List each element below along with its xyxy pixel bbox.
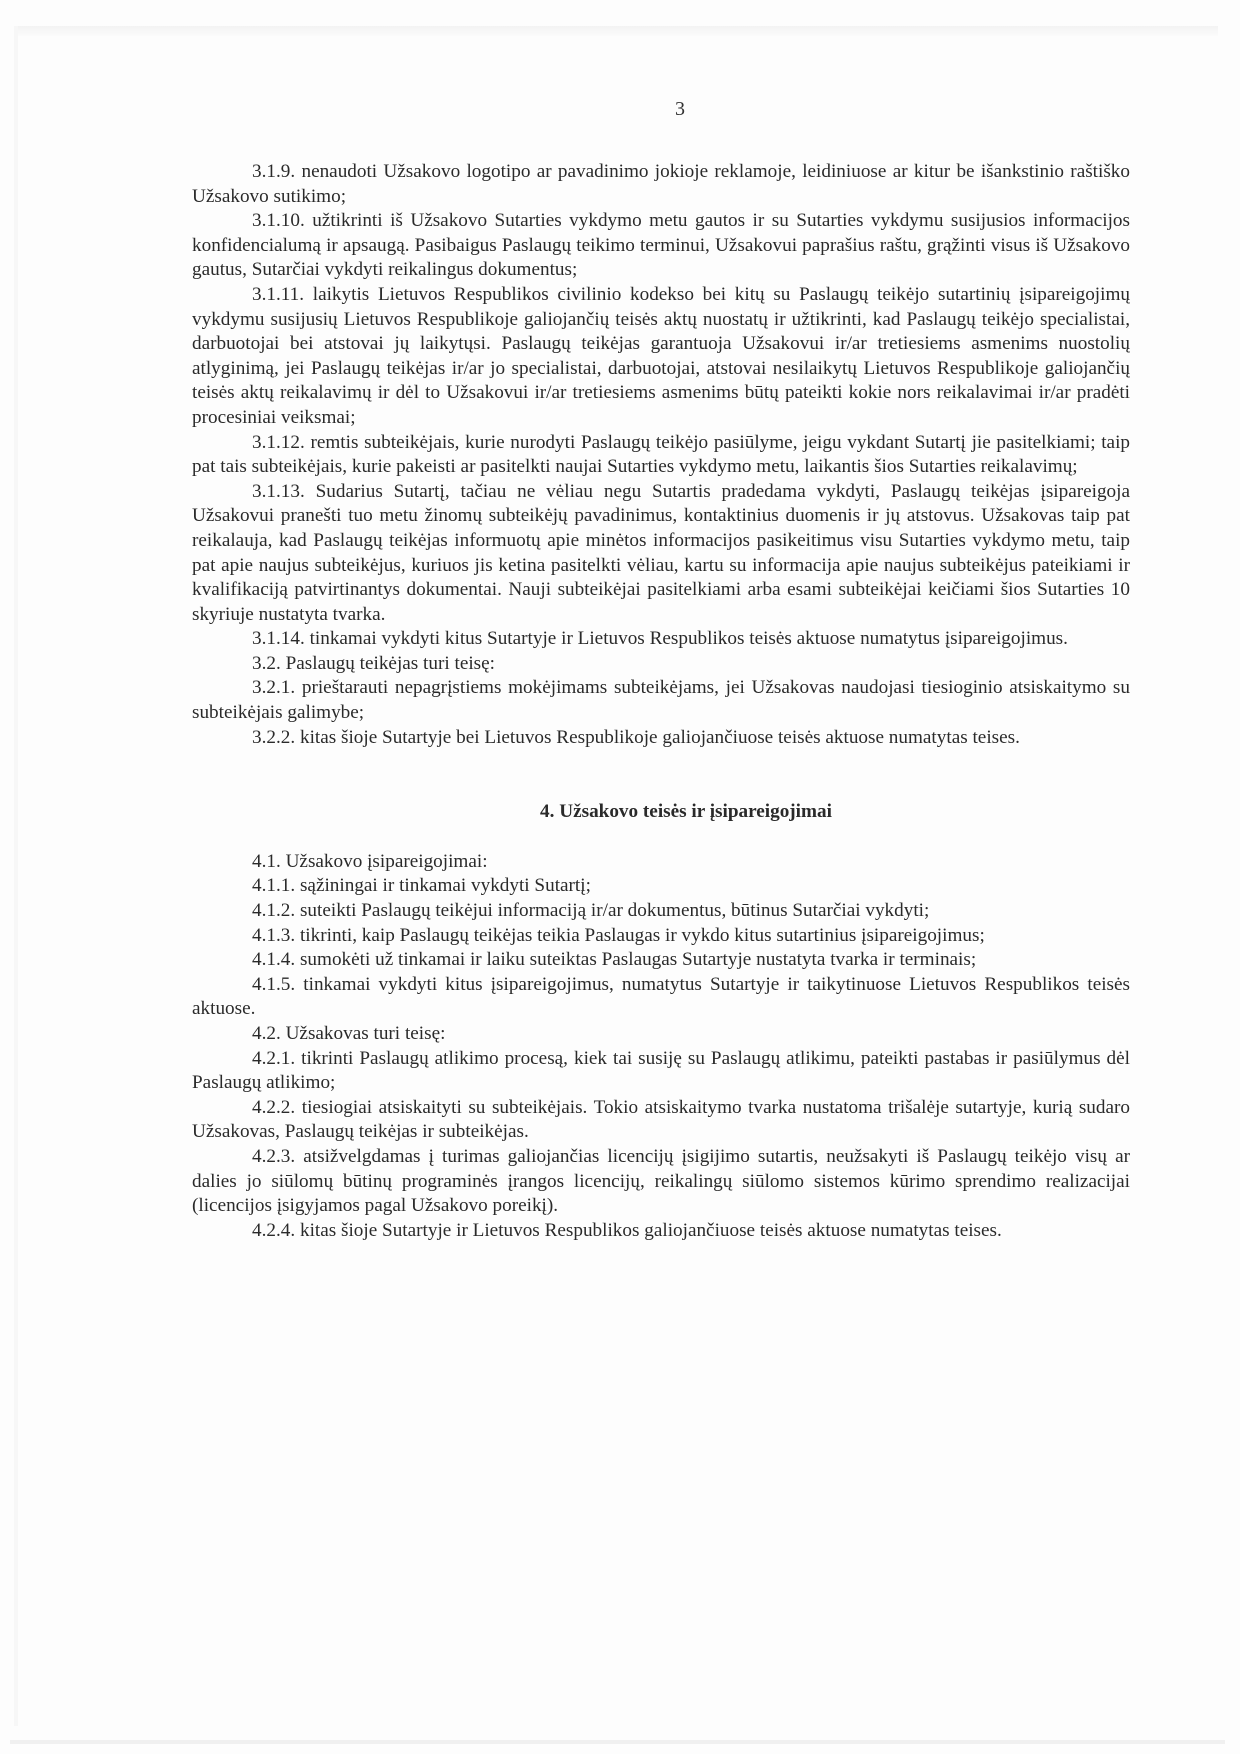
clause-3-1-12: 3.1.12. remtis subteikėjais, kurie nurodyti Paslaugų teikėjo pasiūlyme, jeigu vykdant Sutartį jie pasitelkiami; taip pat tais subteikėjais, kurie pakeisti ar pasitelkti naujai Sutarties vykdymo metu, laikantis šios Sutarties reikalavimų; [192,431,1130,478]
clause-3-2: 3.2. Paslaugų teikėjas turi teisę: [252,652,495,674]
clause-4-1-5: 4.1.5. tinkamai vykdyti kitus įsipareigojimus, numatytus Sutartyje ir taikytinuose Lietuvos Respublikos teisės aktuose. [192,973,1130,1020]
clause-3-2-1: 3.2.1. prieštarauti nepagrįstiems mokėjimams subteikėjams, jei Užsakovas naudojasi tiesioginio atsiskaitymo su subteikėjais galimybe; [192,677,1130,724]
section-4-heading: 4. Užsakovo teisės ir įsipareigojimai [540,801,832,823]
clause-4-1-4: 4.1.4. sumokėti už tinkamai ir laiku suteiktas Paslaugas Sutartyje nustatyta tvarka ir terminais; [252,949,977,971]
clause-3-1-9: 3.1.9. nenaudoti Užsakovo logotipo ar pavadinimo jokioje reklamoje, leidiniuose ar kitur be išankstinio raštiško Užsakovo sutikimo; [192,161,1130,207]
clause-4-2-3: 4.2.3. atsižvelgdamas į turimas galiojančias licencijų įsigijimo sutartis, neužsakyti iš Paslaugų teikėjo visų ar dalies jo siūlomų būtinų programinės įrangos licencijų, reikalingų siūlomo sistemos kūrimo sprendimo realizacijai (licencijos įsigyjamos pagal Užsakovo poreikį). [192,1145,1130,1217]
clause-4-2-4: 4.2.4. kitas šioje Sutartyje ir Lietuvos Respublikos galiojančiuose teisės aktuose numatytas teises. [252,1219,1002,1241]
clause-4-2: 4.2. Užsakovas turi teisę: [252,1023,446,1044]
clause-3-1-10: 3.1.10. užtikrinti iš Užsakovo Sutarties vykdymo metu gautos ir su Sutarties vykdymu susijusios informacijos konfidencialumą ir apsaugą. Pasibaigus Paslaugų teikimo terminui, Užsakovui paprašius raštu, grąžinti visus iš Užsakovo gautus, Sutarčiai vykdyti reikalingus dokumentus; [192,210,1130,281]
clause-4-2-1: 4.2.1. tikrinti Paslaugų atlikimo procesą, kiek tai susiję su Paslaugų atlikimu, pateikti pastabas ir pasiūlymus dėl Paslaugų atlikimo; [192,1047,1130,1094]
clause-4-1-1: 4.1.1. sąžiningai ir tinkamai vykdyti Sutartį; [252,875,591,897]
clause-4-1-2: 4.1.2. suteikti Paslaugų teikėjui informaciją ir/ar dokumentus, būtinus Sutarčiai vykdyti; [252,900,930,922]
clause-3-1-13: 3.1.13. Sudarius Sutartį, tačiau ne vėliau negu Sutartis pradedama vykdyti, Paslaugų teikėjas įsipareigoja Užsakovui pranešti tuo metu žinomų subteikėjų pavadinimus, kontaktinius duomenis ir jų atstovus. Užsakovas taip pat reikalauja, kad Paslaugų teikėjas informuotų apie minėtos informacijos pasikeitimus visu Sutarties vykdymo metu, taip pat apie naujus subteikėjus, kuriuos jis ketina pasitelkti vėliau, kartu su informacija apie naujus subteikėjus pateikiami ir kvalifikaciją patvirtinantys dokumentai. Nauji subteikėjai pasitelkiami arba esami subteikėjai keičiami šios Sutarties 10 skyriuje nustatyta tvarka. [192,480,1130,625]
scan-edge-bottom [10,1740,1225,1744]
clause-3-1-14: 3.1.14. tinkamai vykdyti kitus Sutartyje ir Lietuvos Respublikos teisės aktuose numatytus įsipareigojimus. [252,628,1068,650]
scan-edge-left [14,26,18,1726]
clause-3-1-11: 3.1.11. laikytis Lietuvos Respublikos civilinio kodekso bei kitų su Paslaugų teikėjo sutartinių įsipareigojimų vykdymu susijusių Lietuvos Respublikoje galiojančių teisės aktų nuostatų ir užtikrinti, kad Paslaugų teikėjo specialistai, darbuotojai bei atstovai jų laikytųsi. Paslaugų teikėjas garantuoja Užsakovui ir/ar tretiesiems asmenims nuostolių atlyginimą, jei Paslaugų teikėjas ir/ar jo specialistai, darbuotojai, atstovai nesilaikytų Lietuvos Respublikoje galiojančių teisės aktų reikalavimų ir dėl to Užsakovui ir/ar tretiesiems asmenims būtų pateikti kokie nors reikalavimai ir/ar pradėti procesiniai veiksmai; [192,283,1130,428]
clause-4-1-3: 4.1.3. tikrinti, kaip Paslaugų teikėjas teikia Paslaugas ir vykdo kitus sutartinius įsipareigojimus; [252,924,985,946]
scan-edge-top [18,26,1218,36]
page-number: 3 [675,98,685,120]
clause-4-1: 4.1. Užsakovo įsipareigojimai: [252,850,488,872]
clause-3-2-2: 3.2.2. kitas šioje Sutartyje bei Lietuvos Respublikoje galiojančiuose teisės aktuose numatytas teises. [252,726,1020,748]
clause-4-2-2: 4.2.2. tiesiogiai atsiskaityti su subteikėjais. Tokio atsiskaitymo tvarka nustatoma trišalėje sutartyje, kurią sudaro Užsakovas, Paslaugų teikėjas ir subteikėjas. [192,1096,1130,1143]
document-body [192,160,1130,1243]
